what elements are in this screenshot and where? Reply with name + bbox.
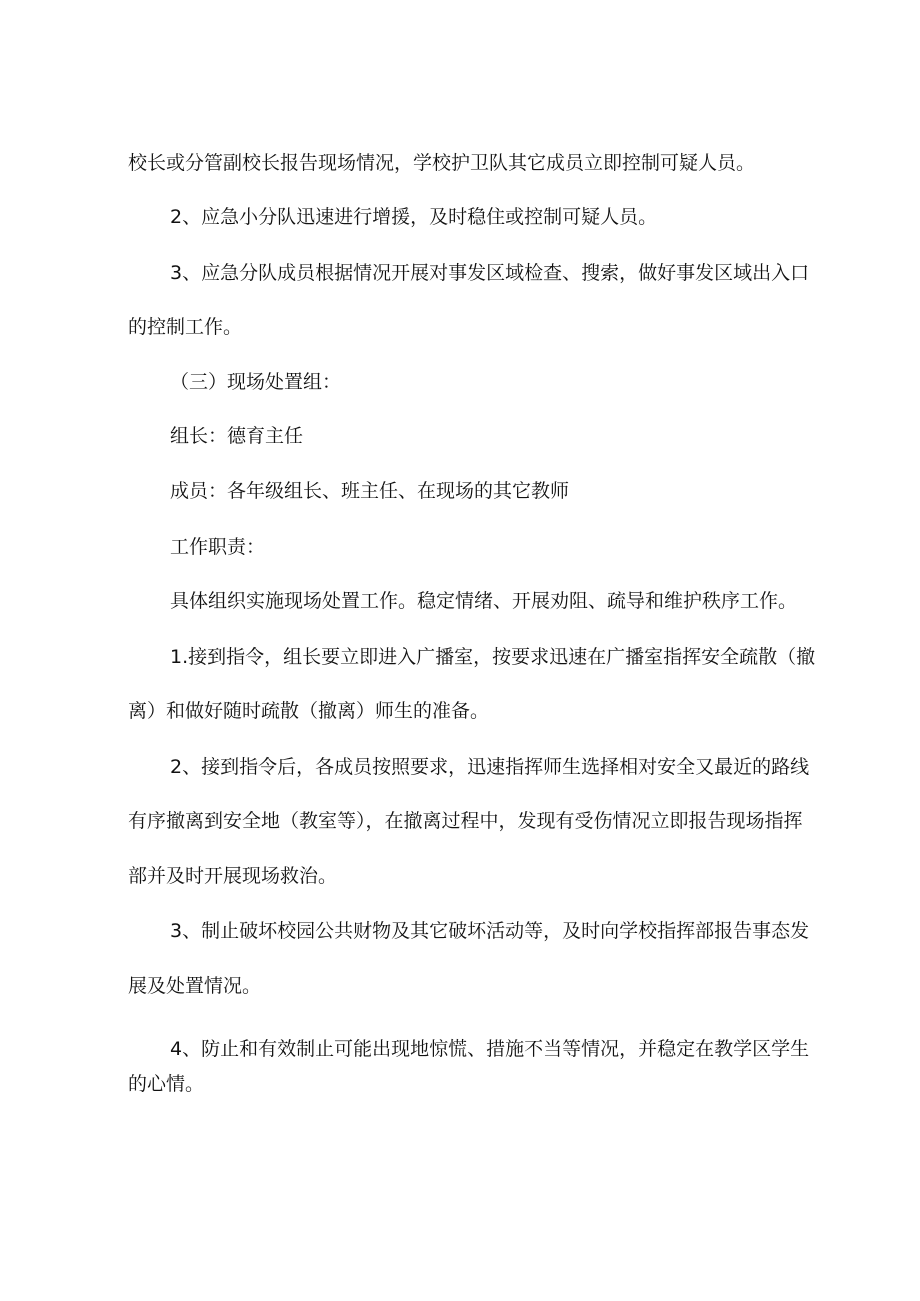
text-line: 有序撤离到安全地（教室等），在撤离过程中，发现有受伤情况立即报告现场指挥: [128, 810, 803, 832]
text-line: 的控制工作。: [128, 316, 243, 338]
text-line: 校长或分管副校长报告现场情况，学校护卫队其它成员立即控制可疑人员。: [128, 152, 756, 174]
text-line: 1.接到指令，组长要立即进入广播室，按要求迅速在广播室指挥安全疏散（撤: [170, 646, 816, 668]
text-line: 3、应急分队成员根据情况开展对事发区域检查、搜索，做好事发区域出入口: [170, 262, 810, 284]
text-line: 离）和做好随时疏散（撤离）师生的准备。: [128, 700, 490, 722]
text-line: 4、防止和有效制止可能出现地惊慌、措施不当等情况，并稳定在教学区学生: [170, 1038, 810, 1060]
text-line: 工作职责：: [170, 536, 266, 558]
text-line: 2、接到指令后，各成员按照要求，迅速指挥师生选择相对安全又最近的路线: [170, 756, 810, 778]
text-line: 成员：各年级组长、班主任、在现场的其它教师: [170, 480, 570, 502]
text-line: 组长：德育主任: [170, 425, 304, 447]
text-line: 具体组织实施现场处置工作。稳定情绪、开展劝阻、疏导和维护秩序工作。: [170, 590, 798, 612]
text-line: 3、制止破坏校园公共财物及其它破坏活动等，及时向学校指挥部报告事态发: [170, 920, 810, 942]
text-line: 的心情。: [128, 1073, 205, 1095]
section-heading: （三）现场处置组：: [170, 371, 342, 393]
text-line: 2、应急小分队迅速进行增援，及时稳住或控制可疑人员。: [170, 206, 658, 228]
text-line: 展及处置情况。: [128, 975, 262, 997]
text-line: 部并及时开展现场救治。: [128, 865, 338, 887]
